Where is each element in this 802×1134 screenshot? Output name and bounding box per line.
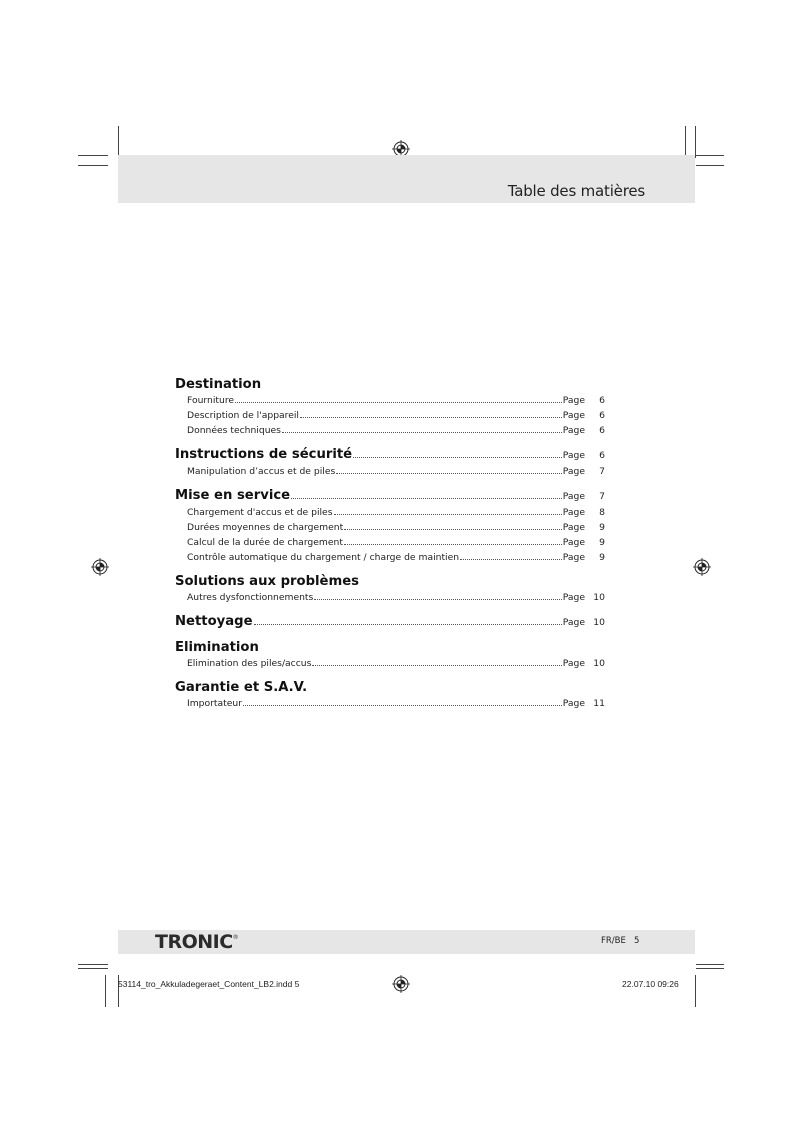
toc-section-heading[interactable]: [175, 680, 605, 696]
page-label: Page: [562, 466, 585, 477]
toc-section-title: Garantie et S.A.V.: [175, 680, 308, 695]
toc-section-heading[interactable]: [175, 614, 605, 631]
crop-mark: [78, 165, 108, 166]
crop-mark: [78, 964, 108, 965]
page-label: Page: [562, 552, 585, 563]
toc-entry[interactable]: [175, 505, 605, 520]
page-title: Table des matières: [507, 182, 645, 200]
brand-logo: TRONIC®: [155, 931, 239, 953]
dot-leader: [312, 664, 561, 666]
page-ref: 6: [599, 425, 605, 436]
toc-section-title: Solutions aux problèmes: [175, 574, 360, 589]
page-label: Page: [562, 592, 585, 603]
toc-entry-label: Calcul de la durée de chargement: [187, 537, 343, 548]
dot-leader: [243, 704, 562, 706]
toc-entry-label: Elimination des piles/accus: [187, 658, 312, 669]
dot-leader: [460, 558, 562, 560]
crop-mark: [695, 126, 696, 158]
page-ref: 6: [599, 410, 605, 421]
toc-section: [175, 680, 605, 711]
toc-entry[interactable]: [175, 423, 605, 438]
toc-entry[interactable]: [175, 535, 605, 550]
toc-section-title: Instructions de sécurité: [175, 447, 353, 462]
language-code: FR/BE: [601, 936, 626, 946]
toc-entry[interactable]: [175, 550, 605, 565]
toc-section: [175, 640, 605, 671]
dot-leader: [344, 528, 562, 530]
toc-section: [175, 614, 605, 631]
dot-leader: [282, 431, 562, 433]
toc-entry-label: Durées moyennes de chargement: [187, 522, 344, 533]
toc-section-heading[interactable]: [175, 377, 605, 393]
registration-mark-icon: [392, 975, 410, 993]
crop-mark: [105, 975, 106, 1007]
toc-entry-label: Fourniture: [187, 395, 235, 406]
toc-section-title: Elimination: [175, 640, 259, 655]
page-label: Page: [562, 537, 585, 548]
crop-mark: [685, 126, 686, 158]
crop-mark: [696, 964, 724, 965]
toc-entry-label: Importateur: [187, 698, 242, 709]
crop-mark: [696, 165, 724, 166]
dot-leader: [254, 623, 562, 625]
toc-section-heading[interactable]: [175, 488, 605, 505]
toc-entry[interactable]: [175, 408, 605, 423]
page-ref: 10: [593, 617, 605, 628]
page-label: Page: [562, 491, 585, 502]
page-ref: 9: [599, 552, 605, 563]
toc-entry-label: Manipulation d’accus et de piles: [187, 466, 336, 477]
toc-entry[interactable]: [175, 520, 605, 535]
toc-entry[interactable]: [175, 656, 605, 671]
registration-mark-icon: [91, 558, 109, 576]
crop-mark: [118, 126, 119, 158]
crop-mark: [696, 155, 724, 156]
toc-entry-label: Données techniques: [187, 425, 281, 436]
toc-section-title: Mise en service: [175, 488, 291, 503]
dot-leader: [353, 456, 562, 458]
page-ref: 8: [599, 507, 605, 518]
page-number: 5: [634, 936, 640, 946]
crop-mark: [695, 975, 696, 1007]
page-ref: 7: [599, 466, 605, 477]
crop-mark: [78, 968, 108, 969]
page-label: Page: [562, 617, 585, 628]
registration-mark-icon: [693, 558, 711, 576]
toc-entry[interactable]: [175, 590, 605, 605]
toc-entry-label: Contrôle automatique du chargement / charge de maintien: [187, 552, 460, 563]
dot-leader: [334, 513, 562, 515]
page-label: Page: [562, 658, 585, 669]
toc-entry-label: Chargement d'accus et de piles: [187, 507, 333, 518]
page-label: Page: [562, 522, 585, 533]
dot-leader: [300, 416, 562, 418]
page-ref: 11: [593, 698, 605, 709]
toc-section: [175, 447, 605, 479]
toc-section: [175, 488, 605, 565]
dot-leader: [235, 401, 562, 403]
toc-entry[interactable]: [175, 464, 605, 479]
toc-section: [175, 574, 605, 605]
toc-section-heading[interactable]: [175, 574, 605, 590]
toc-section-title: Nettoyage: [175, 614, 253, 629]
page-label: Page: [562, 507, 585, 518]
page-ref: 9: [599, 537, 605, 548]
toc-section: [175, 377, 605, 438]
page-label: Page: [562, 450, 585, 461]
page-label: Page: [562, 395, 585, 406]
page-ref: 7: [599, 491, 605, 502]
crop-mark: [696, 968, 724, 969]
header-band: [118, 155, 695, 203]
table-of-contents: [175, 377, 605, 720]
page-label: Page: [562, 698, 585, 709]
page-ref: 10: [593, 658, 605, 669]
toc-entry-label: Description de l'appareil: [187, 410, 299, 421]
dot-leader: [314, 598, 561, 600]
toc-entry[interactable]: [175, 696, 605, 711]
page-label: Page: [562, 425, 585, 436]
footer-band: [118, 930, 695, 954]
page-ref: 9: [599, 522, 605, 533]
slug-timestamp: 22.07.10 09:26: [622, 979, 679, 989]
toc-section-heading[interactable]: [175, 640, 605, 656]
toc-entry-label: Autres dysfonctionnements: [187, 592, 314, 603]
dot-leader: [336, 472, 561, 474]
toc-section-heading[interactable]: [175, 447, 605, 464]
page-ref: 10: [593, 592, 605, 603]
page-label: Page: [562, 410, 585, 421]
slug-filename: 53114_tro_Akkuladegeraet_Content_LB2.indd 5: [118, 979, 300, 989]
page-ref: 6: [599, 450, 605, 461]
toc-section-title: Destination: [175, 377, 262, 392]
crop-mark: [78, 155, 108, 156]
toc-entry[interactable]: [175, 393, 605, 408]
page-ref: 6: [599, 395, 605, 406]
dot-leader: [291, 497, 562, 499]
dot-leader: [344, 543, 562, 545]
